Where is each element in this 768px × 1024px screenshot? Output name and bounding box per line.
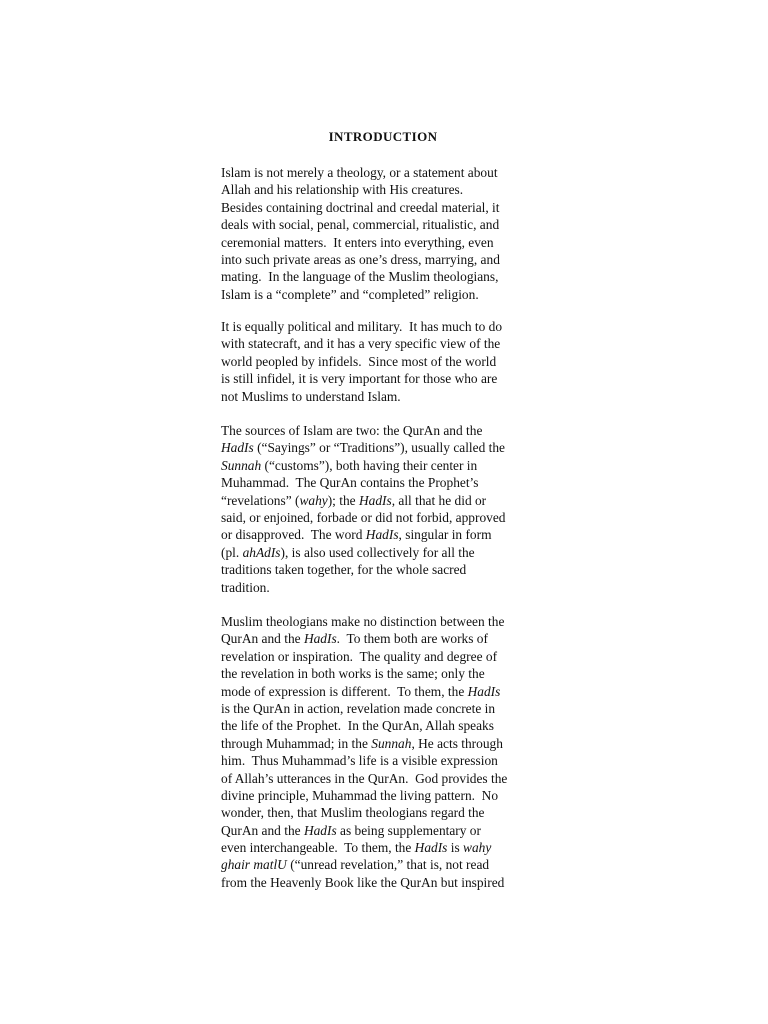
text-line: [221, 822, 551, 839]
text-run: QurAn and the: [221, 631, 304, 647]
text-line: [221, 770, 551, 787]
italic-term: ahAdIs: [242, 544, 281, 560]
text-run: Muhammad. The QurAn contains the Prophet’s: [221, 475, 479, 491]
text-line: [221, 164, 551, 181]
text-line: [221, 700, 551, 717]
italic-term: HadIs: [358, 492, 392, 508]
text-run: through Muhammad; in the: [221, 735, 372, 751]
text-run: Allah and his relationship with His creatures.: [221, 182, 464, 198]
text-run: not Muslims to understand Islam.: [221, 388, 401, 404]
text-run: divine principle, Muhammad the living pattern. No: [221, 787, 499, 803]
text-line: [221, 613, 551, 630]
text-line: [221, 251, 551, 268]
text-line: [221, 234, 551, 251]
text-run: QurAn and the: [221, 822, 304, 838]
text-line: [221, 683, 551, 700]
text-run: (pl.: [221, 544, 243, 560]
text-run: traditions taken together, for the whole sacred: [221, 562, 467, 578]
text-line: [221, 526, 551, 543]
text-run: even interchangeable. To them, the: [221, 840, 415, 856]
text-run: wonder, then, that Muslim theologians regard the: [221, 805, 485, 821]
text-run: into such private areas as one’s dress, marrying, and: [221, 251, 500, 267]
text-line: [221, 318, 551, 335]
text-line: [221, 181, 551, 198]
text-line: [221, 630, 551, 647]
text-line: [221, 665, 551, 682]
text-run: The sources of Islam are two: the QurAn and the: [221, 423, 483, 438]
text-run: Besides containing doctrinal and creedal material, it: [221, 199, 500, 215]
text-run: the life of the Prophet. In the QurAn, Allah speaks: [221, 718, 494, 734]
text-run: “revelations” (: [221, 492, 300, 508]
italic-term: HadIs: [414, 840, 448, 856]
text-run: the revelation in both works is the same; only the: [221, 666, 485, 682]
italic-term: HadIs: [365, 527, 399, 543]
text-run: ceremonial matters. It enters into everything, even: [221, 234, 494, 250]
text-run: him. Thus Muhammad’s life is a visible expression: [221, 753, 498, 769]
text-run: mode of expression is different. To them, the: [221, 683, 468, 699]
text-run: , He acts through: [411, 735, 503, 751]
text-line: [221, 648, 551, 665]
text-run: Islam is a “complete” and “completed” religion.: [221, 286, 479, 302]
italic-term: ghair matlU: [221, 857, 287, 873]
text-run: is: [447, 840, 464, 856]
text-run: (“customs”), both having their center in: [261, 457, 478, 473]
text-run: It is equally political and military. It has much to do: [221, 319, 503, 334]
text-run: world peopled by infidels. Since most of the world: [221, 353, 497, 369]
paragraph-3: [221, 422, 551, 596]
italic-term: Sunnah: [221, 457, 262, 473]
text-run: as being supplementary or: [336, 822, 481, 838]
text-line: [221, 388, 551, 405]
page-title: INTRODUCTION: [328, 129, 438, 144]
text-line: [221, 216, 551, 233]
text-run: said, or enjoined, forbade or did not forbid, approved: [221, 509, 506, 525]
text-run: of Allah’s utterances in the QurAn. God provides the: [221, 770, 508, 786]
text-run: ), is also used collectively for all the: [280, 544, 475, 560]
text-line: [221, 422, 551, 439]
text-run: with statecraft, and it has a very specific view of the: [221, 336, 501, 352]
italic-term: wahy: [299, 492, 328, 508]
text-line: [221, 839, 551, 856]
text-run: Muslim theologians make no distinction between the: [221, 614, 505, 629]
text-line: [221, 561, 551, 578]
text-line: [221, 335, 551, 352]
text-line: [221, 579, 551, 596]
text-line: [221, 752, 551, 769]
text-line: [221, 353, 551, 370]
italic-term: HadIs: [303, 631, 337, 647]
text-line: [221, 509, 551, 526]
paragraph-2: [221, 318, 551, 405]
italic-term: HadIs: [221, 440, 254, 456]
italic-term: wahy: [463, 840, 492, 856]
text-line: [221, 370, 551, 387]
text-run: tradition.: [221, 579, 270, 595]
text-run: mating. In the language of the Muslim theologians,: [221, 269, 499, 285]
text-run: revelation or inspiration. The quality and degree of: [221, 648, 498, 664]
text-line: [221, 457, 551, 474]
paragraph-4: [221, 613, 551, 891]
text-line: [221, 199, 551, 216]
text-run: from the Heavenly Book like the QurAn but inspired: [221, 874, 505, 890]
text-run: (“Sayings” or “Traditions”), usually called the: [253, 440, 505, 456]
text-run: is still infidel, it is very important for those who are: [221, 371, 498, 387]
text-line: [221, 474, 551, 491]
text-run: (“unread revelation,” that is, not read: [286, 857, 490, 873]
text-line: [221, 268, 551, 285]
text-run: , all that he did or: [391, 492, 487, 508]
text-run: , singular in form: [398, 527, 492, 543]
text-line: [221, 544, 551, 561]
text-line: [221, 286, 551, 303]
italic-term: HadIs: [467, 683, 501, 699]
italic-term: HadIs: [303, 822, 337, 838]
text-line: [221, 492, 551, 509]
text-run: is the QurAn in action, revelation made concrete in: [221, 700, 496, 716]
text-run: or disapproved. The word: [221, 527, 366, 543]
paragraph-1: [221, 164, 551, 303]
text-line: [221, 856, 551, 873]
text-line: [221, 717, 551, 734]
text-run: Islam is not merely a theology, or a statement about: [221, 165, 498, 180]
text-line: [221, 787, 551, 804]
text-run: . To them both are works of: [336, 631, 488, 647]
text-run: ); the: [327, 492, 359, 508]
italic-term: Sunnah: [371, 735, 412, 751]
text-line: [221, 439, 551, 456]
text-run: deals with social, penal, commercial, ritualistic, and: [221, 217, 500, 233]
text-line: [221, 804, 551, 821]
text-line: [221, 874, 551, 891]
text-line: [221, 735, 551, 752]
